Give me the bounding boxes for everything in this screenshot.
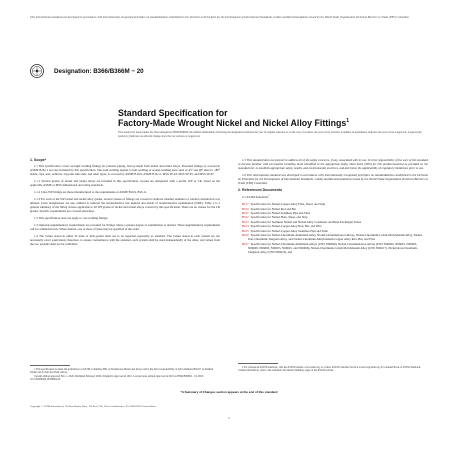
reference-title: Specification for Seamless Nickel and Nickel Alloy Condenser and Heat-Exchanger Tubes — [250, 219, 362, 224]
title-line-2 — [118, 118, 349, 128]
reference-code[interactable]: B160 — [242, 206, 249, 211]
reference-code[interactable]: B165 — [242, 228, 249, 233]
reference-code[interactable]: B166 — [242, 233, 249, 238]
reference-code[interactable]: B161 — [242, 210, 249, 215]
paragraph-1-4: 1.4 The values stated in either SI units or inch-pound units are to be regarded separately as standard. The values stated in each system are not necessarily exact equivalents; therefore, to ensure conformance with the standard, each system shall be used independently of the other, and values from the two systems shall not be combined. — [30, 233, 220, 247]
designation: Designation: B366/B366M − 20 — [54, 68, 144, 75]
reference-code[interactable]: B162 — [242, 215, 249, 220]
footnote-2: 2 For referenced ASTM standards, visit the ASTM website, www.astm.org, or contact ASTM Customer Service at service@astm.org. For Annual Book of ASTM Standards volume information, refer to the standard's Document Summary page on the ASTM website. — [238, 366, 421, 373]
referenced-documents-heading: 2. Referenced Documents — [238, 188, 283, 193]
reference-title: Specification for Nickel-Copper Alloy Plate, Sheet, and Strip — [250, 202, 326, 207]
astm-standards-mark: 2 — [268, 195, 270, 198]
reference-code[interactable]: B127 — [242, 202, 249, 207]
reference-title: Specification for Nickel-Chromium-Aluminum Alloys (UNS N06699), Nickel-Chromium-Iron Alloys (UNS N06600, N06601, N06603, N06690, N06693, N06025, N06045, and N06696), Nickel-Chromium-Cobalt-Molybdenum Alloy (UNS N06617), Nickel-Iron-Chromium-Tungsten Alloy (UNS N06674), and — [248, 241, 418, 255]
paragraph-1-1-3: 1.1.3 For each of the WP nickel and nickel alloy grades, several classes of fittings are covered to indicate whether seamless or welded construction was utilized. Class designations are also utilized to indicate the nondestructive test method and extent of nondestructive examination (NDE). Table 1 is a general summary of the fitting classes applicable to all WP grades of nickel and nickel alloys covered by this specification. There are no classes for the CR grades. Specific requirements are covered elsewhere. — [30, 196, 220, 214]
reference-title: Specification for Nickel Plate, Sheet, and Strip — [250, 215, 308, 220]
reference-title: Specification for Nickel-Copper Alloy Seamless Pipe and Tube — [250, 228, 328, 233]
reference-item[interactable] — [238, 233, 428, 241]
reference-item[interactable] — [238, 242, 428, 254]
reference-list — [238, 202, 428, 254]
reference-title: Specification for Nickel-Chromium-Aluminum Alloy, Nickel-Chromium-Iron Alloys, Nickel-Chromium-Cobalt-Molybdenum Alloy, Nickel-Iron-Chromium-Tungsten Alloy, and Nickel-Chromium-Molybdenum-Copper Alloy Rod, Bar, and Wire — [248, 233, 423, 242]
reference-title: Specification for Nickel-Copper Alloy Rod, Bar, and Wire — [250, 224, 322, 229]
reference-title: Specification for Nickel Rod and Bar — [250, 206, 297, 211]
footnote-divider-left — [30, 365, 70, 366]
summary-of-changes-note: *A Summary of Changes section appears at the end of this standard — [180, 390, 278, 394]
paragraph-1-6: 1.6 This international standard was developed in accordance with internationally recognized principles on standardization established in the Decision on Principles for the Development of International Standards, Guides and Recommendations issued by the World Trade Organization Technical Barriers to Trade (TBT) Committee. — [238, 173, 428, 186]
paragraph-1-1-2: 1.1.2 Class WP fittings are those manufactured to the requirements of ASME B16.9, B16.11. — [34, 190, 148, 195]
footnote-1: 1 This specification is under the jurisdiction of ASTM Committee B02 on Nonferrous Metals and Alloys and is the direct responsibility of Subcommittee B02.07 on Refined Nickel and Cobalt and Their Alloys. — [30, 368, 214, 375]
international-notice: This international standard was developed in accordance with internationally recognized principles on standardization established in the Decision on Principles for the Development of International Standards, Guides and Recommendations issued by the World Trade Organization Technical Barriers to Trade (TBT) Committee. — [30, 15, 410, 19]
title-text: Factory-Made Wrought Nickel and Nickel Alloy Fittings — [118, 118, 347, 128]
reference-code[interactable]: B164 — [242, 224, 249, 229]
right-column — [238, 158, 428, 255]
footnotes-left — [30, 368, 220, 381]
title-line-1: Standard Specification for — [118, 108, 228, 118]
reference-code[interactable]: B167 — [242, 241, 249, 246]
standard-issue-note: This standard is issued under the fixed designation B366/B366M; the number immediately following the designation indicates the year of original adoption or, in the case of revision, the year of last revision. A number in parentheses indicates the year of last reapproval. A superscript epsilon (ε) indicates an editorial change since the last revision or reapproval. — [118, 131, 422, 138]
footnotes-right — [238, 366, 428, 373]
footnote-divider-right — [238, 363, 278, 364]
paragraph-1-5: 1.5 This standard does not purport to address all of the safety concerns, if any, associated with its use. It is the responsibility of the user of this standard to become familiar with all hazards including those identified in the appropriate Safety Data Sheet (SDS) for this product/material as provided by the manufacturer, to establish appropriate safety, health, and environmental practices, and determine the applicability of regulatory limitations prior to use. — [238, 158, 428, 171]
paragraph-1-1-1: 1.1.1 Several grades of nickel and nickel alloys are included in this specification. Grades are designated with a prefix, WP or CR, based on the applicable ASME or MSS dimensional and rating standards. — [30, 179, 220, 188]
reference-title: Specification for Nickel Seamless Pipe and Tube — [250, 210, 311, 215]
footnote-1-edition: Current edition approved Feb. 1, 2020. Published February 2020. Originally approved in 1961. Last previous edition approved in 2019 as B366/B366M − 19. DOI: 10.1520/B0366_B0366M-20. — [30, 374, 204, 381]
astm-logo-icon — [30, 64, 44, 78]
reference-code[interactable]: B163 — [242, 219, 249, 224]
title-footnote-mark: 1 — [346, 118, 350, 125]
paragraph-1-2: 1.2 This specification does not apply to cast welding fittings. — [34, 216, 109, 221]
copyright-line: Copyright © ASTM International, 100 Barr Harbor Drive, PO Box C700, West Conshohocken, PA 19428-2959. United States — [30, 405, 156, 408]
astm-standards-intro — [238, 194, 428, 199]
scope-heading: 1. Scope* — [30, 158, 47, 162]
paragraph-1-1: 1.1 This specification covers wrought welding fittings for pressure piping, factory-made from nickel and nickel alloys. Threaded fittings as covered in ASME B16.11 are also included by this specification. The term welding applies to butt-welding or socket-welding parts such as 45° and 90° elbows, 180° bends, caps, tees, reducers, lap-joint stub ends, and other types, as covered by ASME B16.9, ASME B16.11, MSS SP-43, MSS SP-95, and MSS SP-97. — [30, 164, 220, 177]
astm-standards-label: 2.1 ASTM Standards: — [242, 195, 269, 200]
paragraph-1-3: 1.3 Optional supplementary requirements are provided for fittings where a greater degree of examination is desired. These supplementary requirements call for additional tests. When desired, one or more of these may be specified in the order. — [30, 222, 220, 231]
left-column — [30, 158, 220, 249]
page-number: 1 — [228, 416, 230, 420]
